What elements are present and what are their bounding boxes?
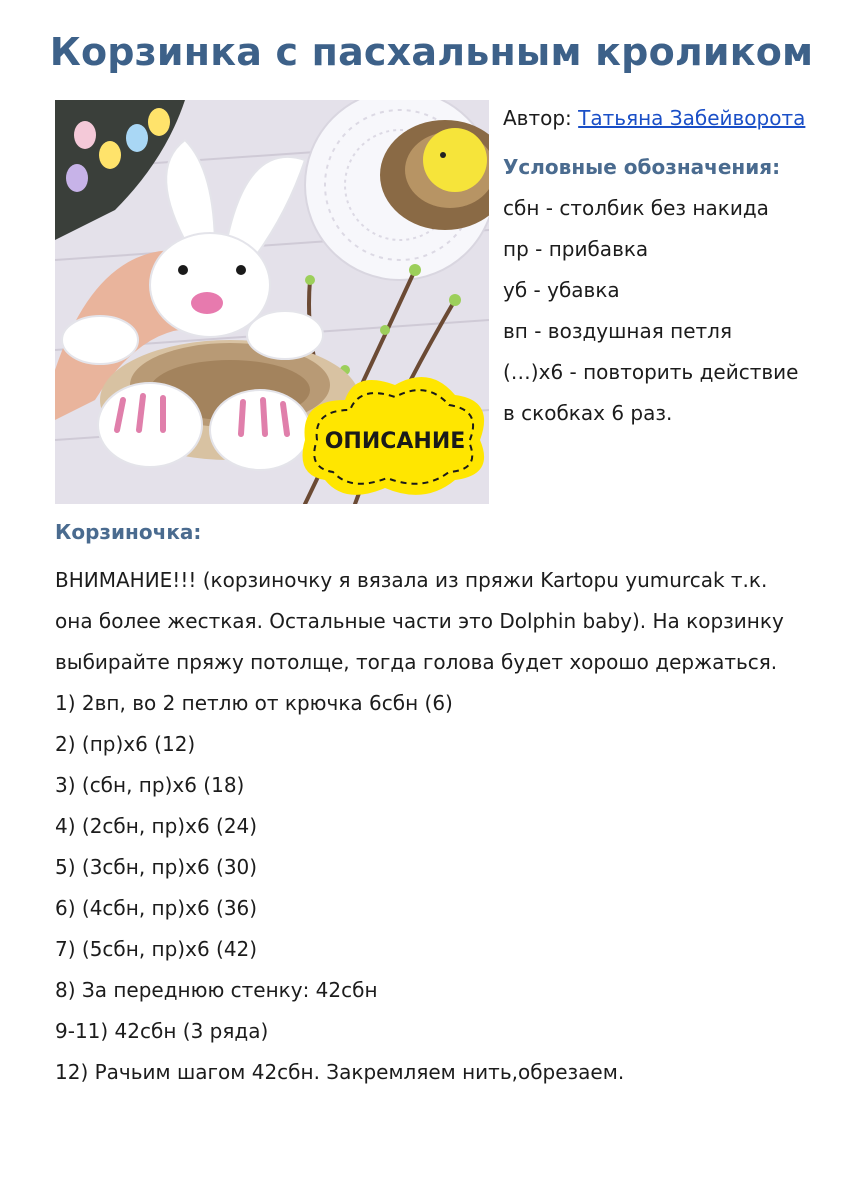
pattern-row: 8) За переднюю стенку: 42сбн	[55, 978, 378, 1002]
author-label: Автор:	[503, 106, 572, 130]
instructions	[55, 560, 835, 1093]
pattern-row: 7) (5сбн, пр)х6 (42)	[55, 937, 258, 961]
legend-item: в скобках 6 раз.	[503, 401, 673, 425]
side-info	[503, 98, 843, 434]
intro-line: ВНИМАНИЕ!!! (корзиночку я вязала из пряжи Kartopu yumurcak т.к.	[55, 568, 768, 592]
pattern-row: 4) (2сбн, пр)х6 (24)	[55, 814, 258, 838]
pattern-row: 5) (3сбн, пр)х6 (30)	[55, 855, 258, 879]
pattern-row: 12) Рачьим шагом 42сбн. Закремляем нить,обрезаем.	[55, 1060, 625, 1084]
pattern-row: 2) (пр)х6 (12)	[55, 732, 196, 756]
photo-badge-text: ОПИСАНИЕ	[324, 429, 466, 454]
legend-item: вп - воздушная петля	[503, 319, 732, 343]
page-title: Корзинка с пасхальным кроликом	[49, 30, 814, 74]
legend-title: Условные обозначения:	[503, 155, 781, 179]
pattern-row: 6) (4сбн, пр)х6 (36)	[55, 896, 258, 920]
legend-item: пр - прибавка	[503, 237, 649, 261]
intro-line: она более жесткая. Остальные части это Dolphin baby). На корзинку	[55, 609, 784, 633]
section-title: Корзиночка:	[55, 520, 202, 544]
pattern-row: 3) (сбн, пр)х6 (18)	[55, 773, 245, 797]
pattern-row: 1) 2вп, во 2 петлю от крючка 6сбн (6)	[55, 691, 453, 715]
author-link[interactable]: Татьяна Забейворота	[578, 106, 806, 130]
pattern-row: 9-11) 42сбн (3 ряда)	[55, 1019, 269, 1043]
legend-item: уб - убавка	[503, 278, 620, 302]
bunny-basket-photo	[55, 100, 489, 504]
legend-item: (…)х6 - повторить действие	[503, 360, 799, 384]
intro-line: выбирайте пряжу потолще, тогда голова будет хорошо держаться.	[55, 650, 778, 674]
legend-item: сбн - столбик без накида	[503, 196, 769, 220]
author-line	[503, 98, 843, 139]
